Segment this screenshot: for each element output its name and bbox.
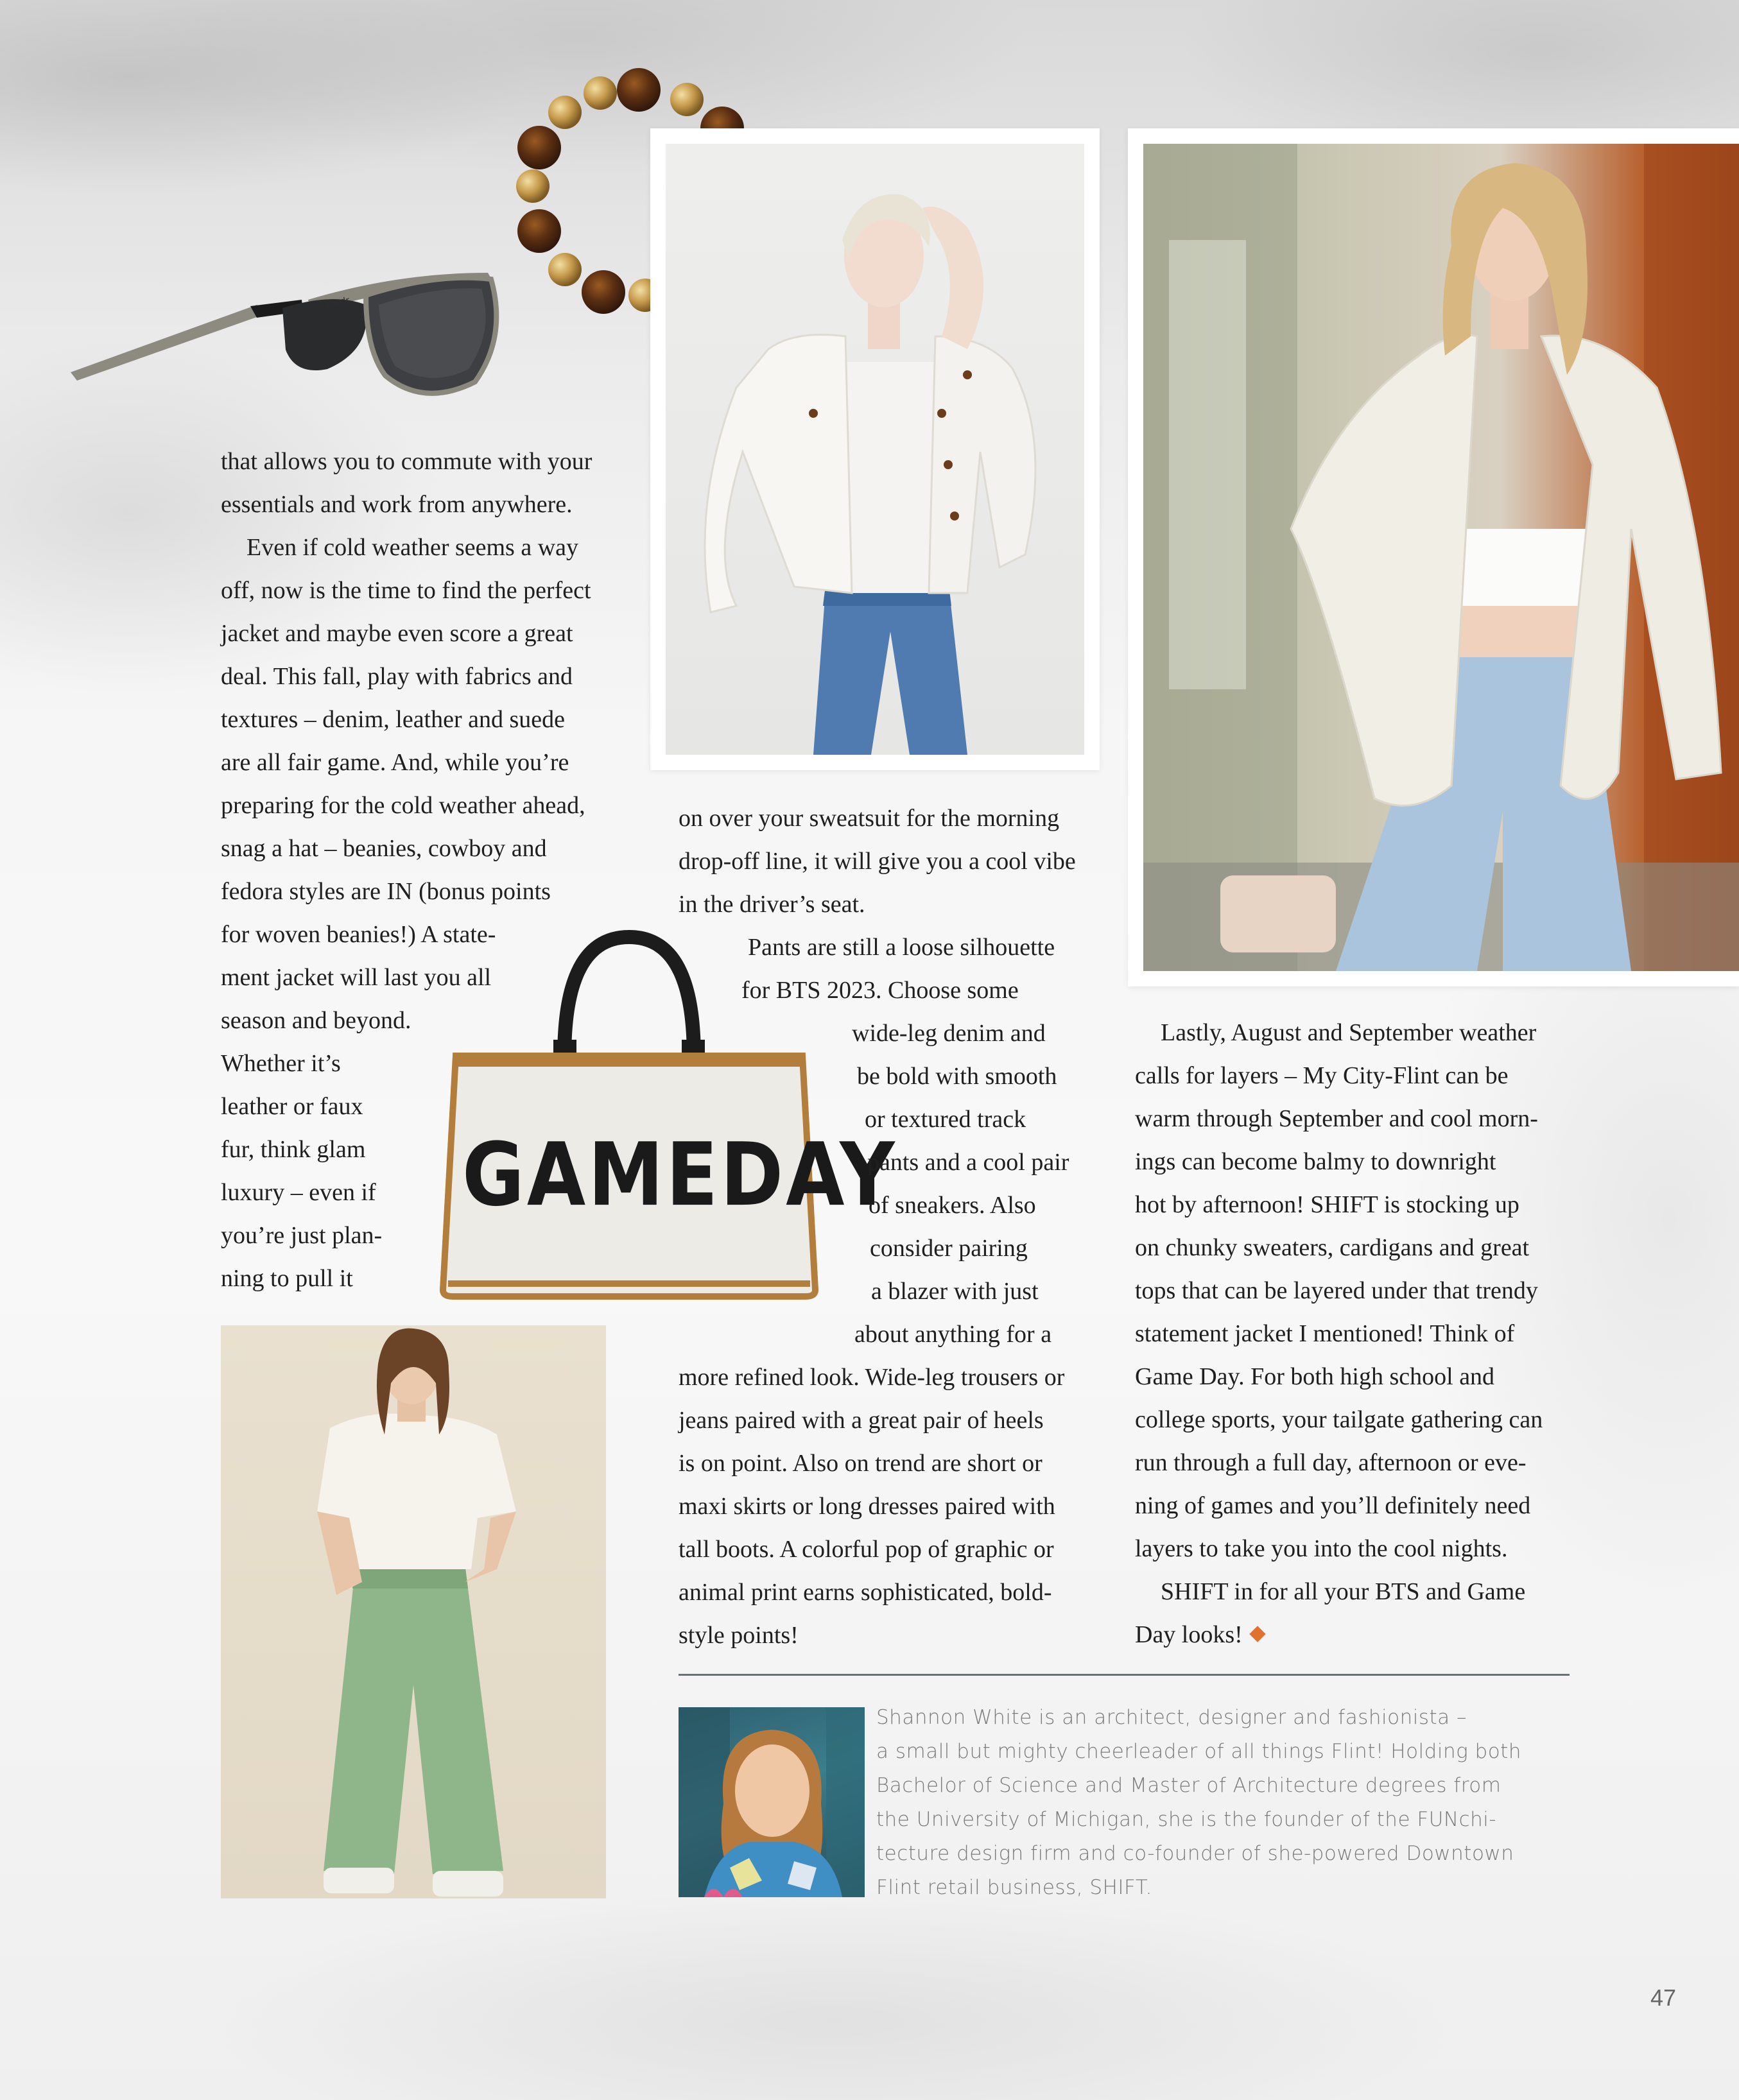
text-line: calls for layers – My City-Flint can be [1135,1062,1509,1089]
text-line: leather or faux [221,1093,363,1120]
text-line: drop-off line, it will give you a cool vibe [679,848,1076,875]
text-line: season and beyond. [221,1007,411,1034]
sunglasses-image [64,260,501,398]
photo-green-pants [221,1325,606,1898]
text-line: animal print earns sophisticated, bold- [679,1579,1052,1606]
text-line: warm through September and cool morn- [1135,1105,1538,1132]
text-line: run through a full day, afternoon or eve- [1135,1449,1527,1476]
text-line: wide-leg denim and [852,1020,1046,1047]
text-line: fedora styles are IN (bonus points [221,878,551,905]
text-line: maxi skirts or long dresses paired with [679,1493,1055,1520]
bio-line: tecture design firm and co-founder of she-powered Downtown [876,1842,1514,1865]
text-line: be bold with smooth [857,1063,1057,1090]
bio-line: Bachelor of Science and Master of Architecture degrees from [876,1774,1501,1797]
text-line: that allows you to commute with your [221,448,593,475]
text-line: Day looks! [1135,1621,1243,1648]
text-line: college sports, your tailgate gathering can [1135,1406,1543,1433]
text-line: luxury – even if [221,1179,376,1206]
bio-line: Flint retail business, SHIFT. [876,1876,1152,1899]
text-line: about anything for a [854,1321,1052,1348]
text-line: you’re just plan- [221,1222,383,1249]
text-line: Pants are still a loose silhouette [748,934,1055,961]
author-bio [876,1701,1570,1905]
text-line: for BTS 2023. Choose some [741,977,1019,1004]
text-line: tall boots. A colorful pop of graphic or [679,1536,1054,1563]
author-headshot [679,1707,865,1897]
tote-text: GAMEDAY [462,1123,897,1226]
page-number: 47 [1650,1984,1676,2011]
text-line: jeans paired with a great pair of heels [679,1407,1044,1434]
text-line: Even if cold weather seems a way [247,534,579,561]
text-line: ment jacket will last you all [221,964,492,991]
text-line: pants and a cool pair [867,1149,1069,1176]
text-line: on over your sweatsuit for the morning [679,805,1060,832]
text-line: more refined look. Wide-leg trousers or [679,1364,1065,1391]
text-line: layers to take you into the cool nights. [1135,1535,1508,1562]
text-line: textures – denim, leather and suede [221,706,566,733]
text-line: statement jacket I mentioned! Think of [1135,1320,1515,1347]
bio-line: the University of Michigan, she is the founder of the FUNchi- [876,1808,1497,1831]
text-line-end [1135,1614,1584,1657]
text-line: essentials and work from anywhere. [221,491,573,518]
right-column-text [1135,1011,1584,1657]
text-line: hot by afternoon! SHIFT is stocking up [1135,1191,1519,1218]
text-line: off, now is the time to find the perfect [221,577,591,604]
middle-column-text [679,797,1102,1657]
text-line: ings can become balmy to downright [1135,1148,1496,1175]
text-line: jacket and maybe even score a great [221,620,573,647]
text-line: consider pairing [870,1235,1028,1262]
text-line: preparing for the cold weather ahead, [221,792,585,819]
text-line: in the driver’s seat. [679,891,865,918]
text-line: ning of games and you’ll definitely need [1135,1492,1531,1519]
photo-white-denim-jacket [666,144,1084,755]
end-mark-diamond-icon [1249,1626,1265,1642]
bio-line: Shannon White is an architect, designer and fashionista – [876,1706,1467,1729]
text-line: Whether it’s [221,1050,341,1077]
photo-white-blazer [1143,144,1739,971]
text-line: or textured track [865,1106,1026,1133]
text-line: for woven beanies!) A state- [221,921,496,948]
text-line: ning to pull it [221,1265,353,1292]
text-line: on chunky sweaters, cardigans and great [1135,1234,1530,1261]
text-line: are all fair game. And, while you’re [221,749,569,776]
text-line: of sneakers. Also [869,1192,1036,1219]
text-line: tops that can be layered under that trendy [1135,1277,1538,1304]
text-line: a blazer with just [871,1278,1039,1305]
text-line: SHIFT in for all your BTS and Game [1161,1578,1526,1605]
text-line: Game Day. For both high school and [1135,1363,1495,1390]
text-line: fur, think glam [221,1136,366,1163]
sunglasses-brand-mark: goodr [322,295,350,310]
text-line: is on point. Also on trend are short or [679,1450,1043,1477]
text-line: Lastly, August and September weather [1161,1019,1537,1046]
bio-line: a small but mighty cheerleader of all things Flint! Holding both [876,1740,1521,1763]
text-line: deal. This fall, play with fabrics and [221,663,573,690]
text-line: snag a hat – beanies, cowboy and [221,835,547,862]
bio-divider [679,1674,1570,1676]
text-line: style points! [679,1622,799,1649]
